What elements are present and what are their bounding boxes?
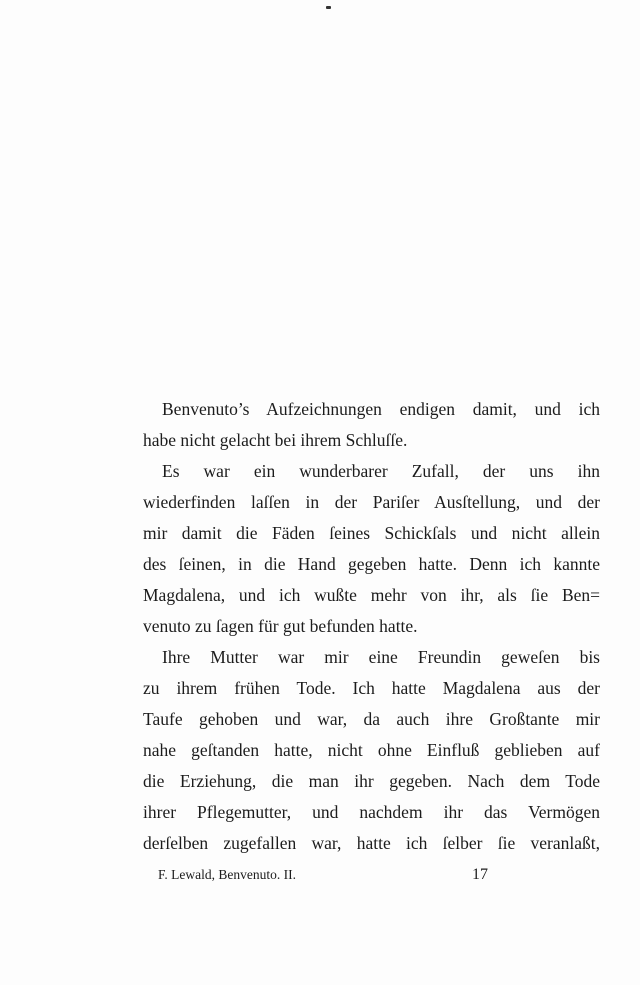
text-line: Ihre Mutter war mir eine Freundin geweſen bis [162, 647, 600, 667]
text-line: derſelben zugefallen war, hatte ich ſelber ſie veranlaßt, [143, 833, 600, 853]
scan-speck [326, 6, 331, 9]
text-line: Taufe gehoben und war, da auch ihre Großtante mir [143, 709, 600, 729]
text-line: nahe geſtanden hatte, nicht ohne Einfluß geblieben auf [143, 740, 600, 760]
text-line: zu ihrem frühen Tode. Ich hatte Magdalena aus der [143, 678, 600, 698]
text-line: die Erziehung, die man ihr gegeben. Nach dem Tode [143, 771, 600, 791]
text-line: ihrer Pflegemutter, und nachdem ihr das Vermögen [143, 802, 600, 822]
text-line: habe nicht gelacht bei ihrem Schluſſe. [143, 430, 408, 450]
text-line: des ſeinen, in die Hand gegeben hatte. Denn ich kannte [143, 554, 600, 574]
body-text [143, 394, 600, 859]
page-number: 17 [472, 866, 488, 883]
text-line: venuto zu ſagen für gut befunden hatte. [143, 616, 418, 636]
text-line: Es war ein wunderbarer Zufall, der uns ihn [162, 461, 600, 481]
text-line: Magdalena, und ich wußte mehr von ihr, als ſie Ben= [143, 585, 600, 605]
footer-signature: F. Lewald, Benvenuto. II. [158, 867, 297, 882]
text-line: Benvenuto’s Aufzeichnungen endigen damit, und ich [162, 399, 600, 419]
page-footer [158, 866, 488, 884]
text-line: wiederfinden laſſen in der Pariſer Ausſtellung, und der [143, 492, 600, 512]
text-line: mir damit die Fäden ſeines Schickſals und nicht allein [143, 523, 600, 543]
